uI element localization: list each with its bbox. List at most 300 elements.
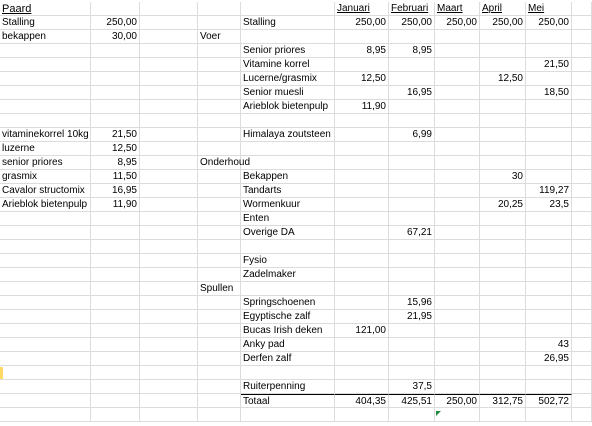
grid-cell[interactable] (389, 100, 435, 114)
row-label-overige-da[interactable]: Overige DA (241, 226, 335, 240)
grid-cell[interactable] (91, 338, 140, 352)
grid-cell[interactable] (140, 324, 198, 338)
grid-cell[interactable] (91, 296, 140, 310)
grid-cell[interactable] (198, 408, 241, 422)
grid-cell[interactable] (480, 30, 526, 44)
grid-cell[interactable] (140, 58, 198, 72)
grid-cell[interactable] (480, 338, 526, 352)
grid-cell[interactable] (480, 184, 526, 198)
grid-cell[interactable] (241, 30, 335, 44)
grid-cell[interactable] (198, 310, 241, 324)
grid-cell[interactable] (0, 86, 91, 100)
month-header-april[interactable]: April (480, 2, 526, 16)
grid-cell[interactable] (91, 380, 140, 394)
grid-cell[interactable] (435, 240, 480, 254)
grid-cell[interactable] (0, 226, 91, 240)
grid-cell[interactable] (335, 212, 389, 226)
grid-cell[interactable] (435, 156, 480, 170)
grid-cell[interactable] (0, 44, 91, 58)
grid-cell[interactable] (480, 282, 526, 296)
grid-cell[interactable] (335, 282, 389, 296)
grid-cell[interactable] (140, 296, 198, 310)
grid-cell[interactable] (435, 58, 480, 72)
grid-cell[interactable] (572, 310, 592, 324)
grid-cell[interactable] (140, 184, 198, 198)
grid-cell[interactable] (335, 156, 389, 170)
grid-cell[interactable] (480, 296, 526, 310)
category-voer[interactable]: Voer (198, 30, 241, 44)
grid-cell[interactable] (480, 226, 526, 240)
value-feb[interactable]: 250,00 (389, 16, 435, 30)
value-jan[interactable]: 12,50 (335, 72, 389, 86)
grid-cell[interactable] (241, 2, 335, 16)
grid-cell[interactable] (198, 72, 241, 86)
grid-cell[interactable] (526, 30, 572, 44)
grid-cell[interactable] (0, 338, 91, 352)
value-jan[interactable]: 121,00 (335, 324, 389, 338)
grid-cell[interactable] (572, 352, 592, 366)
value-mei[interactable]: 43 (526, 338, 572, 352)
grid-cell[interactable] (198, 16, 241, 30)
grid-cell[interactable] (0, 212, 91, 226)
grid-cell[interactable] (91, 254, 140, 268)
row-label-himalaya[interactable]: Himalaya zoutsteen (241, 128, 335, 142)
grid-cell[interactable] (389, 156, 435, 170)
value-feb[interactable]: 21,95 (389, 310, 435, 324)
grid-cell[interactable] (140, 254, 198, 268)
grid-cell[interactable] (480, 212, 526, 226)
grid-cell[interactable] (572, 128, 592, 142)
row-label-senior-priores[interactable]: Senior priores (241, 44, 335, 58)
grid-cell[interactable] (480, 380, 526, 394)
feed-value[interactable]: 8,95 (91, 156, 140, 170)
grid-cell[interactable] (526, 310, 572, 324)
grid-cell[interactable] (389, 198, 435, 212)
grid-cell[interactable] (435, 114, 480, 128)
grid-cell[interactable] (140, 198, 198, 212)
grid-cell[interactable] (572, 394, 592, 408)
feed-value[interactable]: 12,50 (91, 142, 140, 156)
row-label-senior-muesli[interactable]: Senior muesli (241, 86, 335, 100)
grid-cell[interactable] (526, 44, 572, 58)
grid-cell[interactable] (0, 100, 91, 114)
grid-cell[interactable] (435, 128, 480, 142)
grid-cell[interactable] (389, 142, 435, 156)
grid-cell[interactable] (435, 282, 480, 296)
value-mrt[interactable]: 250,00 (435, 16, 480, 30)
grid-cell[interactable] (435, 142, 480, 156)
grid-cell[interactable] (91, 268, 140, 282)
grid-cell[interactable] (480, 128, 526, 142)
grid-cell[interactable] (572, 16, 592, 30)
row-label-egyptische-zalf[interactable]: Egyptische zalf (241, 310, 335, 324)
grid-cell[interactable] (526, 170, 572, 184)
grid-cell[interactable] (91, 44, 140, 58)
grid-cell[interactable] (435, 380, 480, 394)
value-jan[interactable]: 250,00 (335, 16, 389, 30)
grid-cell[interactable] (198, 114, 241, 128)
grid-cell[interactable] (335, 310, 389, 324)
grid-cell[interactable] (0, 366, 91, 380)
grid-cell[interactable] (140, 142, 198, 156)
grid-cell[interactable] (572, 100, 592, 114)
grid-cell[interactable] (572, 44, 592, 58)
grid-cell[interactable] (572, 240, 592, 254)
grid-cell[interactable] (335, 58, 389, 72)
grid-cell[interactable] (198, 100, 241, 114)
grid-cell[interactable] (572, 72, 592, 86)
grid-cell[interactable] (572, 114, 592, 128)
grid-cell[interactable] (389, 170, 435, 184)
grid-cell[interactable] (241, 366, 335, 380)
grid-cell[interactable] (526, 226, 572, 240)
grid-cell[interactable] (140, 170, 198, 184)
grid-cell[interactable] (480, 114, 526, 128)
grid-cell[interactable] (435, 226, 480, 240)
month-header-januari[interactable]: Januari (335, 2, 389, 16)
grid-cell[interactable] (572, 30, 592, 44)
grid-cell[interactable] (480, 100, 526, 114)
grid-cell[interactable] (526, 128, 572, 142)
grid-cell[interactable] (198, 44, 241, 58)
grid-cell[interactable] (480, 86, 526, 100)
grid-cell[interactable] (335, 352, 389, 366)
value-jan[interactable]: 11,90 (335, 100, 389, 114)
grid-cell[interactable] (435, 100, 480, 114)
grid-cell[interactable] (480, 310, 526, 324)
grid-cell[interactable] (389, 58, 435, 72)
grid-cell[interactable] (140, 86, 198, 100)
value-jan[interactable]: 8,95 (335, 44, 389, 58)
grid-cell[interactable] (91, 212, 140, 226)
grid-cell[interactable] (526, 114, 572, 128)
grid-cell[interactable] (435, 212, 480, 226)
grid-cell[interactable] (140, 44, 198, 58)
grid-cell[interactable] (198, 380, 241, 394)
grid-cell[interactable] (91, 226, 140, 240)
grid-cell[interactable] (0, 296, 91, 310)
grid-cell[interactable] (140, 100, 198, 114)
row-label-anky-pad[interactable]: Anky pad (241, 338, 335, 352)
value-feb[interactable]: 16,95 (389, 86, 435, 100)
grid-cell[interactable] (389, 352, 435, 366)
grid-cell[interactable] (91, 408, 140, 422)
grid-cell[interactable] (91, 282, 140, 296)
grid-cell[interactable] (435, 366, 480, 380)
grid-cell[interactable] (526, 240, 572, 254)
grid-cell[interactable] (0, 282, 91, 296)
grid-cell[interactable] (198, 254, 241, 268)
grid-cell[interactable] (435, 352, 480, 366)
grid-cell[interactable] (389, 72, 435, 86)
grid-cell[interactable] (335, 86, 389, 100)
grid-cell[interactable] (0, 254, 91, 268)
grid-cell[interactable] (198, 198, 241, 212)
cost-label-stalling[interactable]: Stalling (0, 16, 91, 30)
value-feb[interactable]: 15,96 (389, 296, 435, 310)
grid-cell[interactable] (389, 408, 435, 422)
grid-cell[interactable] (526, 268, 572, 282)
grid-cell[interactable] (0, 114, 91, 128)
grid-cell[interactable] (241, 282, 335, 296)
grid-cell[interactable] (572, 226, 592, 240)
grid-cell[interactable] (526, 156, 572, 170)
feed-label[interactable]: luzerne (0, 142, 91, 156)
row-label-wormenkuur[interactable]: Wormenkuur (241, 198, 335, 212)
grid-cell[interactable] (526, 324, 572, 338)
value-apr[interactable]: 30 (480, 170, 526, 184)
grid-cell[interactable] (198, 240, 241, 254)
grid-cell[interactable] (435, 184, 480, 198)
grid-cell[interactable] (0, 72, 91, 86)
grid-cell[interactable] (572, 366, 592, 380)
grid-cell[interactable] (91, 114, 140, 128)
cost-value-bekappen[interactable]: 30,00 (91, 30, 140, 44)
value-feb[interactable]: 8,95 (389, 44, 435, 58)
totaal-mei[interactable]: 502,72 (526, 394, 572, 408)
grid-cell[interactable] (526, 72, 572, 86)
grid-cell[interactable] (572, 86, 592, 100)
grid-cell[interactable] (335, 268, 389, 282)
value-feb[interactable]: 37,5 (389, 380, 435, 394)
grid-cell[interactable] (389, 268, 435, 282)
grid-cell[interactable] (198, 86, 241, 100)
grid-cell[interactable] (140, 2, 198, 16)
grid-cell[interactable] (526, 282, 572, 296)
grid-cell[interactable] (0, 310, 91, 324)
category-spullen[interactable]: Spullen (198, 282, 241, 296)
value-feb[interactable]: 67,21 (389, 226, 435, 240)
row-label-bucas[interactable]: Bucas Irish deken (241, 324, 335, 338)
grid-cell[interactable] (435, 408, 480, 422)
grid-cell[interactable] (91, 58, 140, 72)
grid-cell[interactable] (335, 226, 389, 240)
row-label-vitamine-korrel[interactable]: Vitamine korrel (241, 58, 335, 72)
grid-cell[interactable] (140, 282, 198, 296)
grid-cell[interactable] (435, 324, 480, 338)
grid-cell[interactable] (572, 198, 592, 212)
grid-cell[interactable] (435, 338, 480, 352)
value-mei[interactable]: 23,5 (526, 198, 572, 212)
grid-cell[interactable] (140, 212, 198, 226)
grid-cell[interactable] (480, 44, 526, 58)
grid-cell[interactable] (198, 170, 241, 184)
grid-cell[interactable] (435, 296, 480, 310)
grid-cell[interactable] (140, 408, 198, 422)
row-label-arieblok[interactable]: Arieblok bietenpulp (241, 100, 335, 114)
grid-cell[interactable] (140, 226, 198, 240)
grid-cell[interactable] (335, 240, 389, 254)
grid-cell[interactable] (389, 366, 435, 380)
value-apr[interactable]: 20,25 (480, 198, 526, 212)
grid-cell[interactable] (91, 324, 140, 338)
grid-cell[interactable] (572, 380, 592, 394)
grid-cell[interactable] (140, 352, 198, 366)
grid-cell[interactable] (0, 58, 91, 72)
feed-label[interactable]: senior priores (0, 156, 91, 170)
grid-cell[interactable] (91, 352, 140, 366)
grid-cell[interactable] (241, 156, 335, 170)
feed-label[interactable]: Cavalor structomix (0, 184, 91, 198)
grid-cell[interactable] (480, 366, 526, 380)
grid-cell[interactable] (526, 100, 572, 114)
row-label-bekappen[interactable]: Bekappen (241, 170, 335, 184)
grid-cell[interactable] (198, 338, 241, 352)
month-header-mei[interactable]: Mei (526, 2, 572, 16)
totaal-feb[interactable]: 425,51 (389, 394, 435, 408)
grid-cell[interactable] (198, 366, 241, 380)
grid-cell[interactable] (140, 268, 198, 282)
grid-cell[interactable] (335, 184, 389, 198)
grid-cell[interactable] (198, 2, 241, 16)
grid-cell[interactable] (241, 240, 335, 254)
value-apr[interactable]: 12,50 (480, 72, 526, 86)
grid-cell[interactable] (198, 296, 241, 310)
grid-cell[interactable] (389, 254, 435, 268)
grid-cell[interactable] (435, 254, 480, 268)
grid-cell[interactable] (241, 114, 335, 128)
feed-value[interactable]: 21,50 (91, 128, 140, 142)
grid-cell[interactable] (572, 282, 592, 296)
row-label-stalling[interactable]: Stalling (241, 16, 335, 30)
value-mei[interactable]: 18,50 (526, 86, 572, 100)
grid-cell[interactable] (435, 198, 480, 212)
grid-cell[interactable] (572, 142, 592, 156)
grid-cell[interactable] (526, 296, 572, 310)
row-label-ruiterpenning[interactable]: Ruiterpenning (241, 380, 335, 394)
grid-cell[interactable] (335, 170, 389, 184)
grid-cell[interactable] (91, 310, 140, 324)
month-header-februari[interactable]: Februari (389, 2, 435, 16)
row-label-lucerne[interactable]: Lucerne/grasmix (241, 72, 335, 86)
grid-cell[interactable] (480, 142, 526, 156)
grid-cell[interactable] (140, 16, 198, 30)
grid-cell[interactable] (0, 268, 91, 282)
grid-cell[interactable] (335, 198, 389, 212)
grid-cell[interactable] (572, 296, 592, 310)
row-label-enten[interactable]: Enten (241, 212, 335, 226)
grid-cell[interactable] (140, 380, 198, 394)
grid-cell[interactable] (572, 254, 592, 268)
grid-cell[interactable] (198, 142, 241, 156)
grid-cell[interactable] (91, 366, 140, 380)
grid-cell[interactable] (572, 2, 592, 16)
row-label-zadelmaker[interactable]: Zadelmaker (241, 268, 335, 282)
grid-cell[interactable] (140, 240, 198, 254)
grid-cell[interactable] (389, 338, 435, 352)
grid-cell[interactable] (198, 324, 241, 338)
grid-cell[interactable] (91, 72, 140, 86)
cost-label-bekappen[interactable]: bekappen (0, 30, 91, 44)
cost-value-stalling[interactable]: 250,00 (91, 16, 140, 30)
grid-cell[interactable] (389, 30, 435, 44)
grid-cell[interactable] (480, 156, 526, 170)
grid-cell[interactable] (572, 338, 592, 352)
grid-cell[interactable] (435, 44, 480, 58)
grid-cell[interactable] (198, 128, 241, 142)
grid-cell[interactable] (198, 184, 241, 198)
grid-cell[interactable] (140, 156, 198, 170)
grid-cell[interactable] (140, 30, 198, 44)
grid-cell[interactable] (335, 380, 389, 394)
row-label-derfen-zalf[interactable]: Derfen zalf (241, 352, 335, 366)
totaal-mrt[interactable]: 250,00 (435, 394, 480, 408)
grid-cell[interactable] (91, 100, 140, 114)
grid-cell[interactable] (526, 366, 572, 380)
grid-cell[interactable] (198, 394, 241, 408)
grid-cell[interactable] (241, 408, 335, 422)
row-label-springschoenen[interactable]: Springschoenen (241, 296, 335, 310)
feed-label[interactable]: grasmix (0, 170, 91, 184)
grid-cell[interactable] (526, 408, 572, 422)
grid-cell[interactable] (335, 254, 389, 268)
grid-cell[interactable] (140, 394, 198, 408)
grid-cell[interactable] (335, 366, 389, 380)
grid-cell[interactable] (435, 30, 480, 44)
grid-cell[interactable] (572, 408, 592, 422)
grid-cell[interactable] (389, 212, 435, 226)
grid-cell[interactable] (335, 338, 389, 352)
value-feb[interactable]: 6,99 (389, 128, 435, 142)
category-onderhoud[interactable]: Onderhoud (200, 157, 251, 168)
feed-label[interactable]: vitaminekorrel 10kg (0, 128, 91, 142)
grid-cell[interactable] (335, 128, 389, 142)
grid-cell[interactable] (435, 268, 480, 282)
grid-cell[interactable] (335, 30, 389, 44)
value-mei[interactable]: 250,00 (526, 16, 572, 30)
grid-cell[interactable] (389, 324, 435, 338)
sheet-title[interactable]: Paard (0, 2, 91, 16)
month-header-maart[interactable]: Maart (435, 2, 480, 16)
grid-cell[interactable] (572, 324, 592, 338)
grid-cell[interactable] (335, 408, 389, 422)
grid-cell[interactable] (140, 366, 198, 380)
grid-cell[interactable] (0, 352, 91, 366)
grid-cell[interactable] (0, 408, 91, 422)
value-mei[interactable]: 26,95 (526, 352, 572, 366)
grid-cell[interactable] (198, 352, 241, 366)
grid-cell[interactable] (0, 240, 91, 254)
grid-cell[interactable] (480, 352, 526, 366)
row-label-tandarts[interactable]: Tandarts (241, 184, 335, 198)
grid-cell[interactable] (140, 114, 198, 128)
grid-cell[interactable] (91, 2, 140, 16)
grid-cell[interactable] (140, 128, 198, 142)
grid-cell[interactable] (480, 268, 526, 282)
grid-cell[interactable] (435, 72, 480, 86)
grid-cell[interactable] (198, 226, 241, 240)
grid-cell[interactable] (480, 408, 526, 422)
grid-cell[interactable] (572, 156, 592, 170)
grid-cell[interactable] (572, 58, 592, 72)
grid-cell[interactable] (526, 142, 572, 156)
row-label-fysio[interactable]: Fysio (241, 254, 335, 268)
grid-cell[interactable] (0, 324, 91, 338)
grid-cell[interactable] (480, 240, 526, 254)
value-apr[interactable]: 250,00 (480, 16, 526, 30)
grid-cell[interactable] (91, 394, 140, 408)
grid-cell[interactable] (572, 212, 592, 226)
feed-value[interactable]: 11,50 (91, 170, 140, 184)
grid-cell[interactable] (526, 254, 572, 268)
grid-cell[interactable] (480, 254, 526, 268)
grid-cell[interactable] (435, 310, 480, 324)
value-mei[interactable]: 119,27 (526, 184, 572, 198)
grid-cell[interactable] (91, 86, 140, 100)
value-mei[interactable]: 21,50 (526, 58, 572, 72)
grid-cell[interactable] (435, 170, 480, 184)
feed-value[interactable]: 16,95 (91, 184, 140, 198)
